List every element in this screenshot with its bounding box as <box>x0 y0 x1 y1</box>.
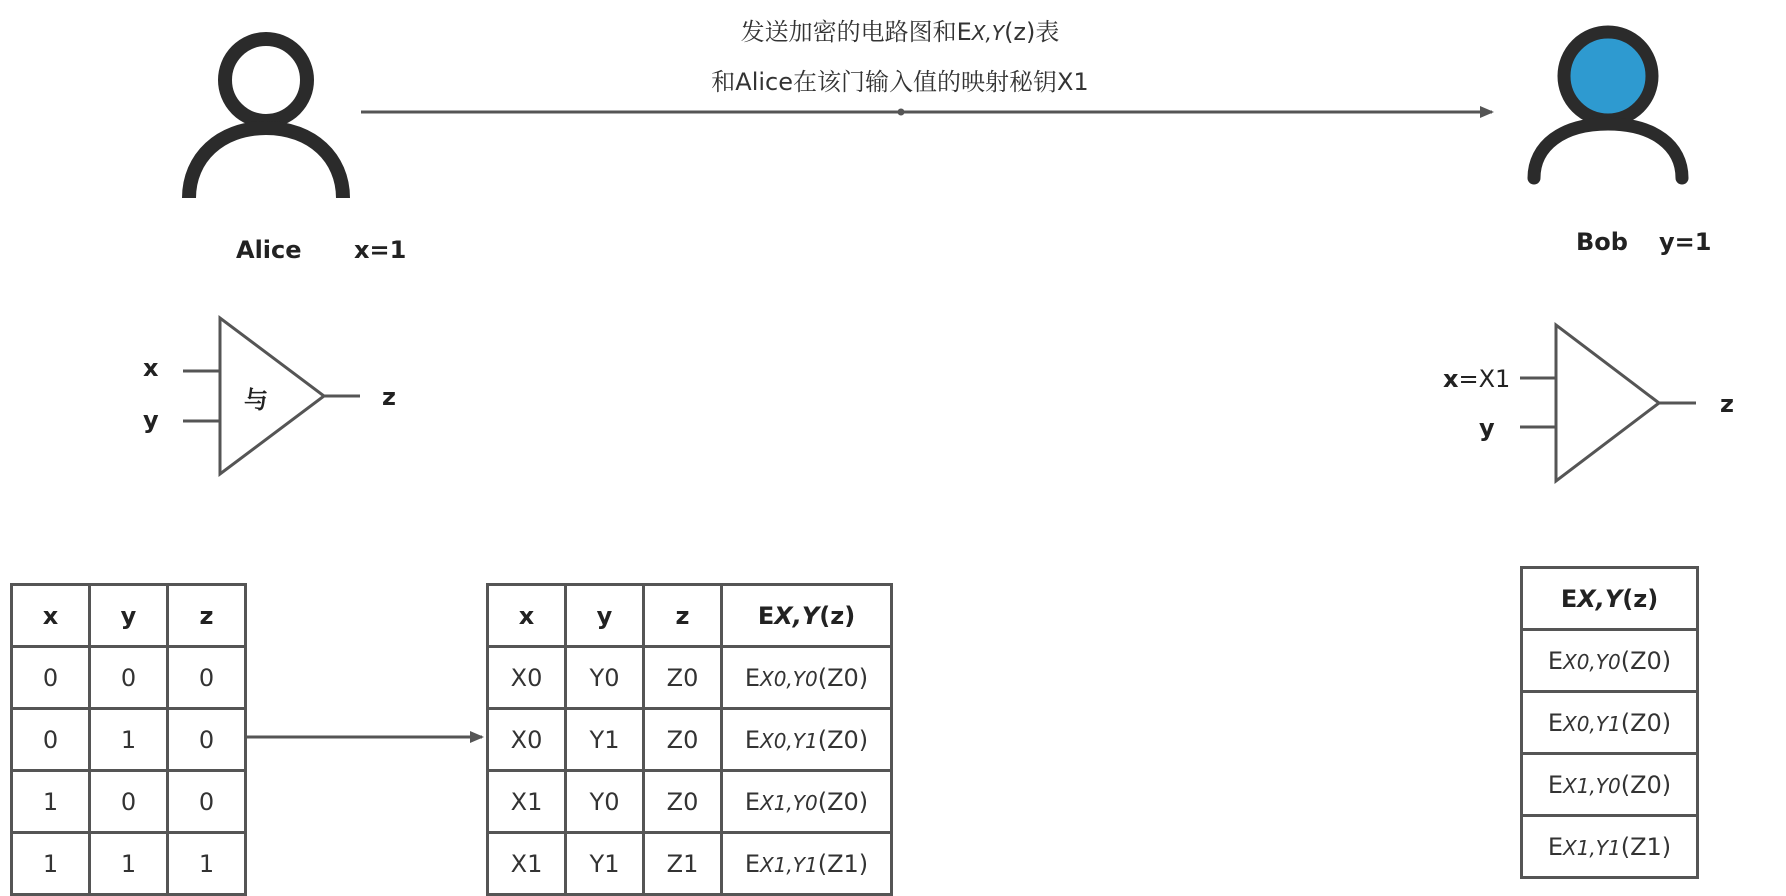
table-cell-encrypted: EX1,Y0(Z0) <box>722 771 892 833</box>
table-cell-encrypted: EX0,Y0(Z0) <box>722 647 892 709</box>
encrypted-sub: X0,Y0 <box>1563 649 1621 674</box>
encrypted-sub: X1,Y1 <box>1563 835 1621 860</box>
bob-table <box>1520 566 1699 879</box>
encrypted-post: (Z1) <box>1620 832 1672 861</box>
table-row <box>1522 754 1698 816</box>
bob-header-post: (z) <box>1622 584 1659 613</box>
table-cell-encrypted: EX1,Y1(Z1) <box>1522 816 1698 878</box>
table-row <box>1522 630 1698 692</box>
table-cell: 1 <box>12 771 90 833</box>
table-cell: Z1 <box>644 833 722 895</box>
alice-pin-y: y <box>143 406 159 434</box>
table-cell-encrypted: EX0,Y0(Z0) <box>1522 630 1698 692</box>
table-cell: 0 <box>168 647 246 709</box>
bob-person-icon <box>1534 32 1682 178</box>
table-cell: 1 <box>90 709 168 771</box>
header-e-post: (z) <box>819 601 856 630</box>
header-e-pre: E <box>757 601 775 630</box>
encrypted-post: (Z0) <box>1620 708 1672 737</box>
table-cell: 0 <box>12 647 90 709</box>
garbled-table-header-x: x <box>488 585 566 647</box>
bob-table-header-row <box>1522 568 1698 630</box>
truth-table-header-z: z <box>168 585 246 647</box>
alice-pin-x: x <box>143 354 159 382</box>
table-cell: 0 <box>90 771 168 833</box>
truth-table <box>10 583 247 896</box>
table-cell-encrypted: EX0,Y1(Z0) <box>722 709 892 771</box>
table-cell: 0 <box>12 709 90 771</box>
table-cell: Y1 <box>566 833 644 895</box>
encrypted-post: (Z0) <box>817 787 869 816</box>
bob-pin-y: y <box>1479 414 1495 442</box>
alice-person-icon <box>189 39 343 198</box>
bob-header-sub: X,Y <box>1577 584 1623 613</box>
message-line-1 <box>450 12 1350 47</box>
table-row <box>12 833 246 895</box>
bob-gate <box>1520 325 1696 481</box>
bob-pin-x-value: =X1 <box>1458 365 1511 393</box>
table-cell-encrypted: EX1,Y0(Z0) <box>1522 754 1698 816</box>
alice-input: x=1 <box>354 236 407 264</box>
alice-and-gate <box>183 318 360 474</box>
message-line-1-pre: 发送加密的电路图和E <box>740 18 972 46</box>
table-cell: Y1 <box>566 709 644 771</box>
table-row <box>12 709 246 771</box>
garbled-table <box>486 583 893 896</box>
garbled-table-header-e <box>722 585 892 647</box>
encrypted-sub: X0,Y0 <box>760 666 818 691</box>
table-cell: 1 <box>12 833 90 895</box>
bob-pin-z: z <box>1720 390 1734 418</box>
table-row <box>1522 816 1698 878</box>
table-row <box>12 771 246 833</box>
table-cell-encrypted: EX0,Y1(Z0) <box>1522 692 1698 754</box>
bob-pin-x <box>1443 365 1510 393</box>
table-row <box>1522 692 1698 754</box>
bob-header-pre: E <box>1560 584 1578 613</box>
table-cell: 0 <box>168 709 246 771</box>
encrypted-sub: X1,Y1 <box>760 852 818 877</box>
alice-gate-symbol: 与 <box>244 386 268 414</box>
table-cell: 1 <box>168 833 246 895</box>
encrypted-post: (Z1) <box>817 849 869 878</box>
table-row <box>488 771 892 833</box>
truth-table-header-x: x <box>12 585 90 647</box>
bob-input: y=1 <box>1659 228 1712 256</box>
table-cell: X0 <box>488 647 566 709</box>
table-cell: 0 <box>90 647 168 709</box>
table-cell: X1 <box>488 771 566 833</box>
table-cell: Z0 <box>644 647 722 709</box>
table-cell: X0 <box>488 709 566 771</box>
table-cell: Z0 <box>644 709 722 771</box>
encrypted-post: (Z0) <box>1620 646 1672 675</box>
table-row <box>488 709 892 771</box>
table-cell: 0 <box>168 771 246 833</box>
message-line-1-post: (z)表 <box>1004 18 1060 46</box>
encrypted-sub: X1,Y0 <box>1563 773 1621 798</box>
table-row <box>12 647 246 709</box>
garbled-table-header-y: y <box>566 585 644 647</box>
header-e-sub: X,Y <box>774 601 820 630</box>
garbled-table-header-z: z <box>644 585 722 647</box>
encrypted-post: (Z0) <box>817 663 869 692</box>
alice-pin-z: z <box>382 383 396 411</box>
table-row <box>488 833 892 895</box>
bob-name: Bob <box>1576 228 1628 256</box>
encrypted-post: (Z0) <box>817 725 869 754</box>
truth-table-header-row <box>12 585 246 647</box>
table-cell: X1 <box>488 833 566 895</box>
table-cell: 1 <box>90 833 168 895</box>
bob-table-header <box>1522 568 1698 630</box>
message-arrow-midpoint <box>898 109 905 116</box>
table-cell: Z0 <box>644 771 722 833</box>
encrypted-sub: X0,Y1 <box>1563 711 1621 736</box>
encrypted-sub: X1,Y0 <box>760 790 818 815</box>
truth-table-header-y: y <box>90 585 168 647</box>
alice-name: Alice <box>236 236 302 264</box>
table-row <box>488 647 892 709</box>
table-cell: Y0 <box>566 647 644 709</box>
message-line-2: 和Alice在该门输入值的映射秘钥X1 <box>711 68 1089 96</box>
message-line-1-sub: X,Y <box>971 21 1005 45</box>
encrypted-sub: X0,Y1 <box>760 728 818 753</box>
encrypted-post: (Z0) <box>1620 770 1672 799</box>
garbled-table-header-row <box>488 585 892 647</box>
bob-pin-x-name: x <box>1443 365 1459 393</box>
table-cell-encrypted: EX1,Y1(Z1) <box>722 833 892 895</box>
table-cell: Y0 <box>566 771 644 833</box>
